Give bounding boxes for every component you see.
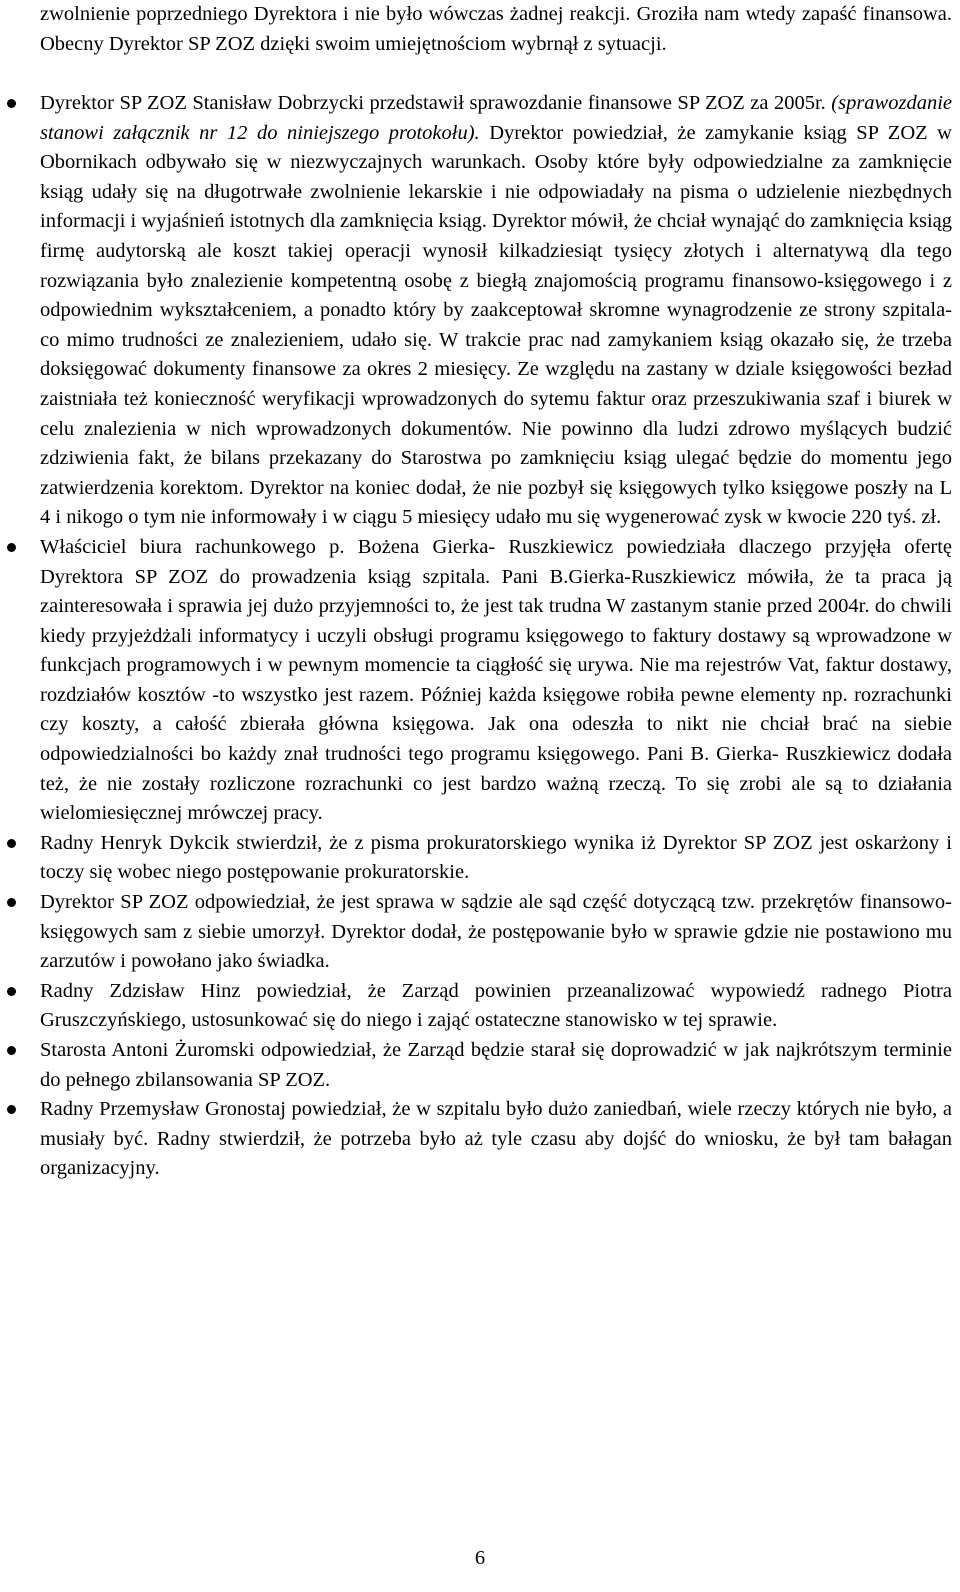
bullet-list [0, 89, 960, 1184]
item-text: Dyrektor powiedział, że zamykanie ksiąg SP ZOZ w Obornikach odbywało się w niezwyczajnych warunkach. Osoby które były odpowiedzialne za zamknięcie ksiąg udały się na długotrwałe zwolnienie lekarskie i nie odpowiadały na pisma o udzielenie niezbędnych informacji i wyjaśnień istotnych dla zamknięcia ksiąg. Dyrektor mówił, że chciał wynająć do zamknięcia ksiąg firmę audytorską ale koszt takiej operacji wynosił kilkadziesiąt tysięcy złotych i alternatywą dla tego rozwiązania było znalezienie kompetentną osobę z biegłą znajomością programu finansowo-księgowego i z odpowiednim wykształceniem, a ponadto który by zaakceptował skromne wynagrodzenie ze strony szpitala- co mimo trudności ze znalezieniem, udało się. W trakcie prac nad zamykaniem ksiąg okazało się, że trzeba doksięgować dokumenty finansowe za okres 2 miesięcy. Ze względu na zastany w dziale księgowości bezład zaistniała też konieczność weryfikacji wprowadzonych do sytemu faktur oraz przeszukiwania szaf i biurek w celu znalezienia w nich wprowadzonych dokumentów. Nie powinno dla ludzi zdrowo myślących budzić zdziwienia fakt, że bilans przekazany do Starostwa po zamknięciu ksiąg ulegać będzie do momentu jego zatwierdzenia korektom. Dyrektor na koniec dodał, że nie pozbył się księgowych tylko księgowe poszły na L 4 i nikogo o tym nie informowały i w ciągu 5 miesięcy udało mu się wygenerować zysk w kwocie 220 tyś. zł. [40, 121, 952, 529]
list-item [0, 89, 952, 533]
item-text: Radny Zdzisław Hinz powiedział, że Zarząd powinien przeanalizować wypowiedź radnego Piotra Gruszczyńskiego, ustosunkować się do niego i zająć ostateczne stanowisko w tej sprawie. [40, 979, 952, 1032]
bullet-icon [7, 99, 16, 108]
list-item [0, 888, 952, 977]
item-text: Starosta Antoni Żuromski odpowiedział, że Zarząd będzie starał się doprowadzić w jak najkrótszym terminie do pełnego zbilansowania SP ZOZ. [40, 1039, 952, 1091]
list-item [0, 1036, 952, 1095]
list-item [0, 977, 952, 1036]
bullet-icon [7, 987, 16, 996]
list-item [0, 1095, 952, 1184]
list-item [0, 829, 952, 888]
page-number: 6 [474, 1547, 486, 1569]
list-item [0, 533, 952, 829]
bullet-icon [7, 543, 16, 552]
bullet-icon [7, 1105, 16, 1114]
item-text: Właściciel biura rachunkowego p. Bożena Gierka- Ruszkiewicz powiedziała dlaczego przyjęła ofertę Dyrektora SP ZOZ do prowadzenia ksiąg szpitala. Pani B.Gierka-Ruszkiewicz mówiła, że ta praca ją zainteresowała i sprawia jej dużo przyjemności to, że jest tak trudna W zastanym stanie przed 2004r. do chwili kiedy przyjeżdżali informatycy i uczyli obsługi programu księgowego to faktury dostawy są wprowadzone w funkcjach programowych i w pewnym momencie ta ciągłość się urywa. Nie ma rejestrów Vat, faktur dostawy, rozdziałów kosztów -to wszystko jest razem. Później każda księgowe robiła pewne elementy np. rozrachunki czy koszty, a całość zbierała główna księgowa. Jak ona odeszła to nikt nie chciał brać na siebie odpowiedzialności bo każdy znał trudności tego programu księgowego. Pani B. Gierka- Ruszkiewicz dodała też, że nie zostały rozliczone rozrachunki co jest bardzo ważną rzeczą. To się zrobi ale są to działania wielomiesięcznej mrówczej pracy. [40, 535, 952, 825]
item-text: Radny Przemysław Gronostaj powiedział, że w szpitalu było dużo zaniedbań, wiele rzeczy których nie było, a musiały być. Radny stwierdził, że potrzeba było aż tyle czasu aby dojść do wniosku, że był tam bałagan organizacyjny. [40, 1098, 952, 1180]
bullet-icon [7, 839, 16, 848]
attachment-note: (sprawozdanie stanowi załącznik nr 12 do niniejszego protokołu). [40, 92, 952, 144]
item-text: Radny Henryk Dykcik stwierdził, że z pisma prokuratorskiego wynika iż Dyrektor SP ZOZ jest oskarżony i toczy się wobec niego postępowanie prokuratorskie. [40, 831, 952, 884]
bullet-icon [7, 898, 16, 907]
bullet-icon [7, 1046, 16, 1055]
item-text: Dyrektor SP ZOZ odpowiedział, że jest sprawa w sądzie ale sąd część dotyczącą tzw. przekrętów finansowo- księgowych sam z siebie umorzył. Dyrektor dodał, że postępowanie było w sprawie gdzie nie postawiono mu zarzutów i powołano jako świadka. [40, 891, 952, 973]
item-text-lead: Dyrektor SP ZOZ Stanisław Dobrzycki przedstawił sprawozdanie finansowe SP ZOZ za 2005r. [40, 92, 832, 114]
intro-paragraph: zwolnienie poprzedniego Dyrektora i nie było wówczas żadnej reakcji. Groziła nam wtedy zapaść finansowa. Obecny Dyrektor SP ZOZ dzięki swoim umiejętnościom wybrnął z sytuacji. [40, 3, 952, 55]
